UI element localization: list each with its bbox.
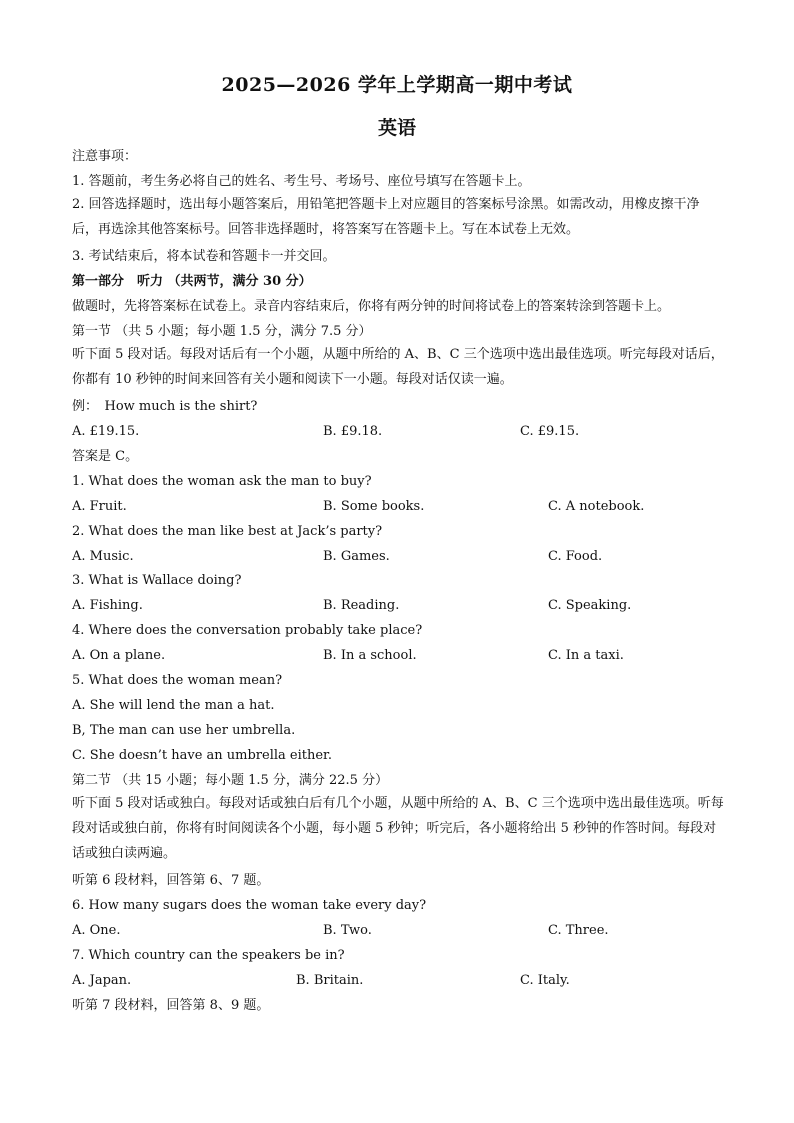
q3-option-a: A. Fishing. <box>72 598 143 613</box>
question-6: 6. How many sugars does the woman take every day? <box>72 898 427 913</box>
section1-instruction: 听下面 5 段对话。每段对话后有一个小题，从题中所给的 A、B、C 三个选项中选出最佳选项。听完每段对话后，你都有 10 秒钟的时间来回答有关小题和阅读下一小题。每段对话仅读一遍。 <box>72 347 724 387</box>
section2-instruction: 听下面 5 段对话或独白。每段对话或独白后有几个小题，从题中所给的 A、B、C 三个选项中选出最佳选项。听每段对话或独白前，你将有时间阅读各个小题，每小题 5 秒钟；听完后，各小题将给出 5 秒钟的作答时间。每段对话或独白读两遍。 <box>72 796 724 861</box>
q7-option-c: C. Italy. <box>520 973 570 988</box>
part1-instruction: 做题时，先将答案标在试卷上。录音内容结束后，你将有两分钟的时间将试卷上的答案转涂到答题卡上。 <box>72 299 671 314</box>
notice-3: 3. 考试结束后，将本试卷和答题卡一并交回。 <box>72 249 336 264</box>
q7-option-b: B. Britain. <box>296 973 364 988</box>
q6-option-a: A. One. <box>72 923 121 938</box>
q4-option-c: C. In a taxi. <box>548 648 624 663</box>
exam-title: 2025—2026 学年上学期高一期中考试 <box>221 74 573 96</box>
question-3: 3. What is Wallace doing? <box>72 573 242 588</box>
q7-option-a: A. Japan. <box>72 973 132 988</box>
section2-heading: 第二节 （共 15 小题；每小题 1.5 分，满分 22.5 分） <box>72 773 389 788</box>
section1-heading: 第一节 （共 5 小题；每小题 1.5 分，满分 7.5 分） <box>72 324 372 339</box>
notice-heading: 注意事项： <box>72 149 138 164</box>
example-option-c: C. £9.15. <box>520 424 580 439</box>
part1-heading: 第一部分 听力 （共两节，满分 30 分） <box>72 274 312 289</box>
q3-option-b: B. Reading. <box>323 598 400 613</box>
q5-option-c: C. She doesn’t have an umbrella either. <box>72 748 332 763</box>
question-4: 4. Where does the conversation probably take place? <box>72 623 423 638</box>
q4-option-a: A. On a plane. <box>72 648 166 663</box>
q2-option-c: C. Food. <box>548 549 603 564</box>
q3-option-c: C. Speaking. <box>548 598 632 613</box>
q1-option-b: B. Some books. <box>323 499 425 514</box>
example-answer: 答案是 C。 <box>72 449 139 464</box>
q1-option-a: A. Fruit. <box>72 499 127 514</box>
q5-option-b: B, The man can use her umbrella. <box>72 723 296 738</box>
notice-1: 1. 答题前，考生务必将自己的姓名、考生号、考场号、座位号填写在答题卡上。 <box>72 174 531 189</box>
material-7-note: 听第 7 段材料，回答第 8、9 题。 <box>72 998 270 1013</box>
material-6-note: 听第 6 段材料，回答第 6、7 题。 <box>72 873 270 888</box>
q2-option-a: A. Music. <box>72 549 134 564</box>
q2-option-b: B. Games. <box>323 549 390 564</box>
q6-option-b: B. Two. <box>323 923 372 938</box>
q1-option-c: C. A notebook. <box>548 499 645 514</box>
question-1: 1. What does the woman ask the man to buy? <box>72 474 372 489</box>
question-2: 2. What does the man like best at Jack’s party? <box>72 524 383 539</box>
example-option-b: B. £9.18. <box>323 424 383 439</box>
q4-option-b: B. In a school. <box>323 648 417 663</box>
q5-option-a: A. She will lend the man a hat. <box>72 698 275 713</box>
example-question: 例： How much is the shirt? <box>72 399 258 414</box>
q6-option-c: C. Three. <box>548 923 609 938</box>
subject-title: 英语 <box>377 117 416 139</box>
question-7: 7. Which country can the speakers be in? <box>72 948 345 963</box>
question-5: 5. What does the woman mean? <box>72 673 283 688</box>
example-option-a: A. £19.15. <box>72 424 140 439</box>
notice-2: 2. 回答选择题时，选出每小题答案后，用铅笔把答题卡上对应题目的答案标号涂黑。如需改动，用橡皮擦干净后，再选涂其他答案标号。回答非选择题时，将答案写在答题卡上。写在本试卷上无效。 <box>72 197 700 237</box>
